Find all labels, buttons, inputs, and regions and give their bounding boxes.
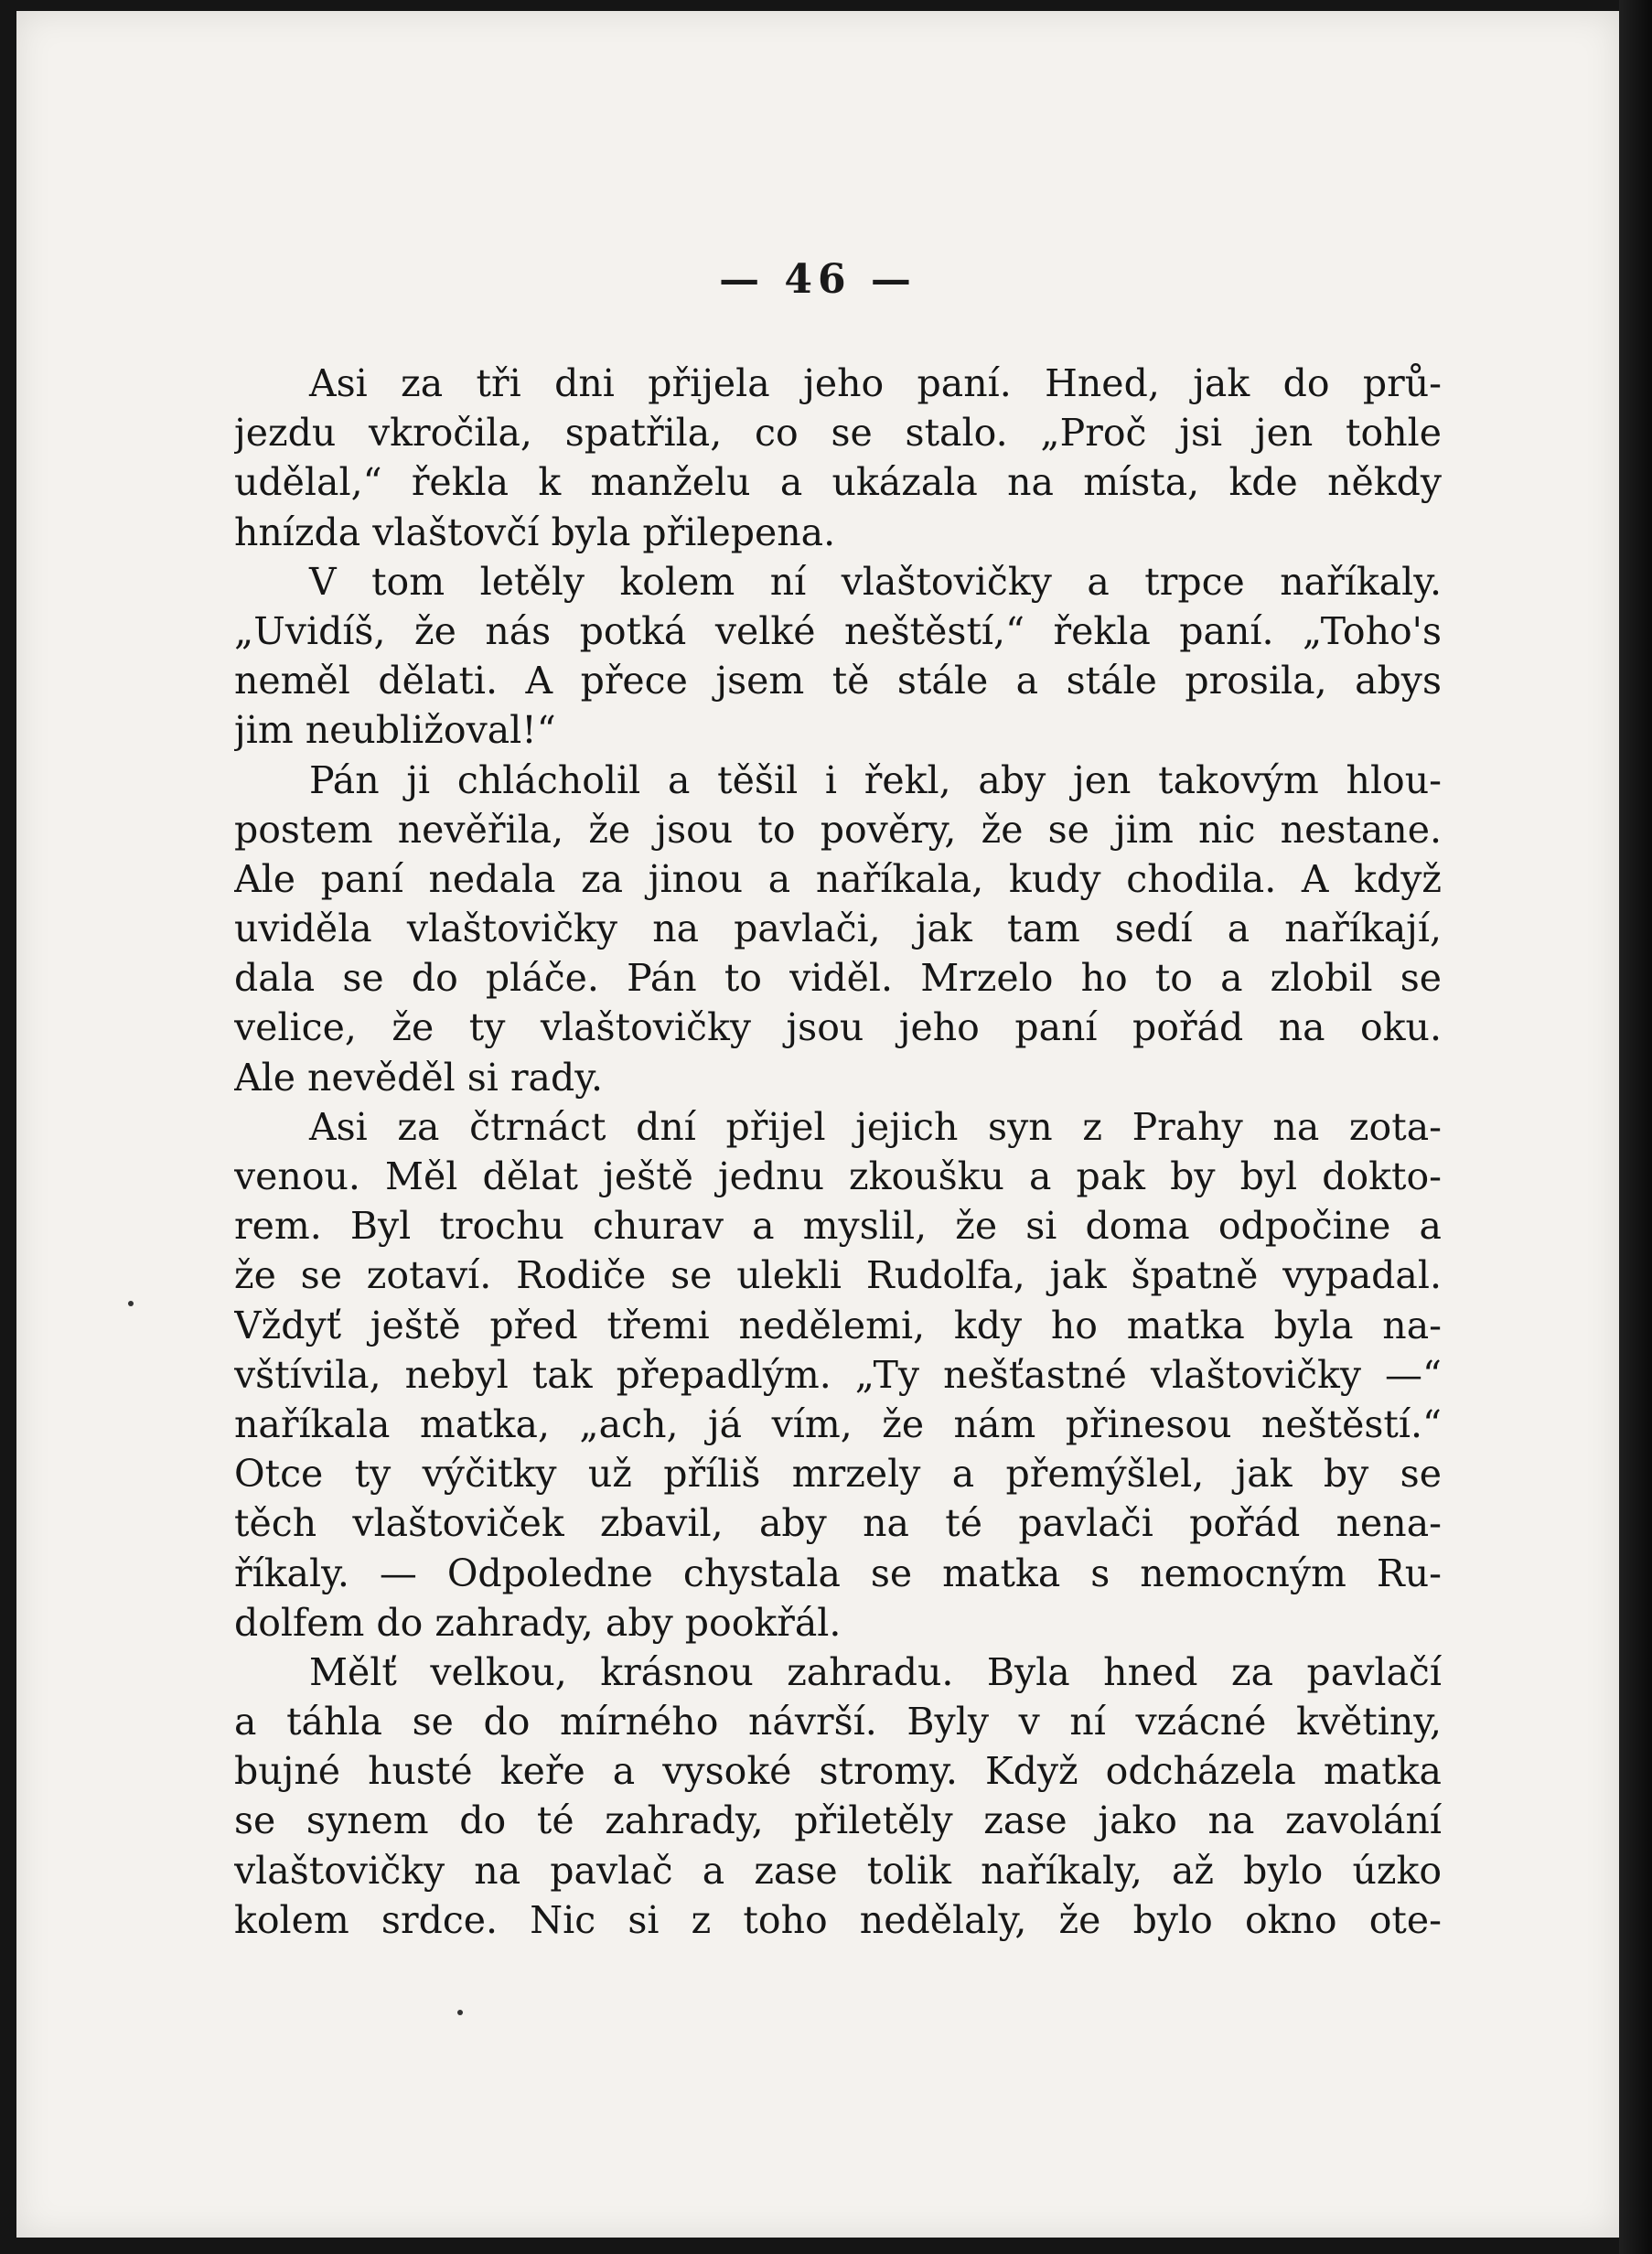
text-line: Asi za tři dni přijela jeho paní. Hned, jak do prů- bbox=[309, 361, 1442, 405]
book-page bbox=[16, 11, 1619, 2238]
text-line: Pán ji chlácholil a těšil i řekl, aby jen takovým hlou- bbox=[309, 757, 1442, 802]
text-line: V tom letěly kolem ní vlaštovičky a trpce naříkaly. bbox=[309, 559, 1442, 604]
scan-edge-shadow bbox=[1619, 0, 1652, 2254]
text-line: Otce ty výčitky už příliš mrzely a přemýšlel, jak by se bbox=[234, 1452, 1442, 1497]
text-line: kolem srdce. Nic si z toho nedělaly, že bylo okno ote- bbox=[234, 1897, 1442, 1942]
text-line: Ale paní nedala za jinou a naříkala, kudy chodila. A když bbox=[234, 856, 1442, 901]
text-line: a táhla se do mírného návrší. Byly v ní vzácné květiny, bbox=[234, 1700, 1442, 1744]
text-line: dolfem do zahrady, aby pookřál. bbox=[234, 1600, 842, 1645]
text-line: Asi za čtrnáct dní přijel jejich syn z Prahy na zota- bbox=[309, 1104, 1442, 1149]
text-line: vlaštovičky na pavlač a zase tolik naříkaly, až bylo úzko bbox=[234, 1848, 1442, 1893]
text-line: postem nevěřila, že jsou to pověry, že se jim nic nestane. bbox=[234, 807, 1442, 852]
text-line: Mělť velkou, krásnou zahradu. Byla hned za pavlačí bbox=[309, 1649, 1442, 1694]
text-line: dala se do pláče. Pán to viděl. Mrzelo ho to a zlobil se bbox=[234, 956, 1442, 1001]
text-line: hnízda vlaštovčí byla přilepena. bbox=[234, 510, 836, 554]
text-line: naříkala matka, „ach, já vím, že nám přinesou neštěstí.“ bbox=[234, 1401, 1442, 1446]
text-line: Ale nevěděl si rady. bbox=[234, 1055, 603, 1100]
scan-speck bbox=[128, 1301, 134, 1306]
text-line: bujné husté keře a vysoké stromy. Když odcházela matka bbox=[234, 1749, 1442, 1794]
text-line: rem. Byl trochu churav a myslil, že si doma odpočine a bbox=[234, 1204, 1442, 1249]
text-line: těch vlaštoviček zbavil, aby na té pavlači pořád nena- bbox=[234, 1501, 1442, 1546]
text-line: neměl dělati. A přece jsem tě stále a stále prosila, abys bbox=[234, 659, 1442, 703]
text-line: Vždyť ještě před třemi nedělemi, kdy ho matka byla na- bbox=[234, 1303, 1442, 1347]
text-line: říkaly. — Odpoledne chystala se matka s nemocným Ru- bbox=[234, 1551, 1442, 1595]
text-line: uviděla vlaštovičky na pavlači, jak tam sedí a naříkají, bbox=[234, 907, 1442, 951]
text-line: velice, že ty vlaštovičky jsou jeho paní pořád na oku. bbox=[234, 1005, 1442, 1050]
text-line: jezdu vkročila, spatřila, co se stalo. „Proč jsi jen tohle bbox=[234, 411, 1442, 456]
scan-speck bbox=[457, 2010, 463, 2015]
page-text bbox=[234, 359, 1442, 1945]
text-line: venou. Měl dělat ještě jednu zkoušku a pak by byl dokto- bbox=[234, 1154, 1442, 1198]
text-line: „Uvidíš, že nás potká velké neštěstí,“ řekla paní. „Toho's bbox=[234, 608, 1442, 653]
page-number: — 46 — bbox=[719, 256, 917, 303]
text-line: jim neubližoval!“ bbox=[234, 708, 556, 753]
text-line: udělal,“ řekla k manželu a ukázala na místa, kde někdy bbox=[234, 460, 1442, 505]
text-line: vštívila, nebyl tak přepadlým. „Ty nešťastné vlaštovičky —“ bbox=[234, 1352, 1442, 1397]
text-line: se synem do té zahrady, přiletěly zase jako na zavolání bbox=[234, 1798, 1442, 1843]
text-line: že se zotaví. Rodiče se ulekli Rudolfa, jak špatně vypadal. bbox=[234, 1253, 1442, 1298]
